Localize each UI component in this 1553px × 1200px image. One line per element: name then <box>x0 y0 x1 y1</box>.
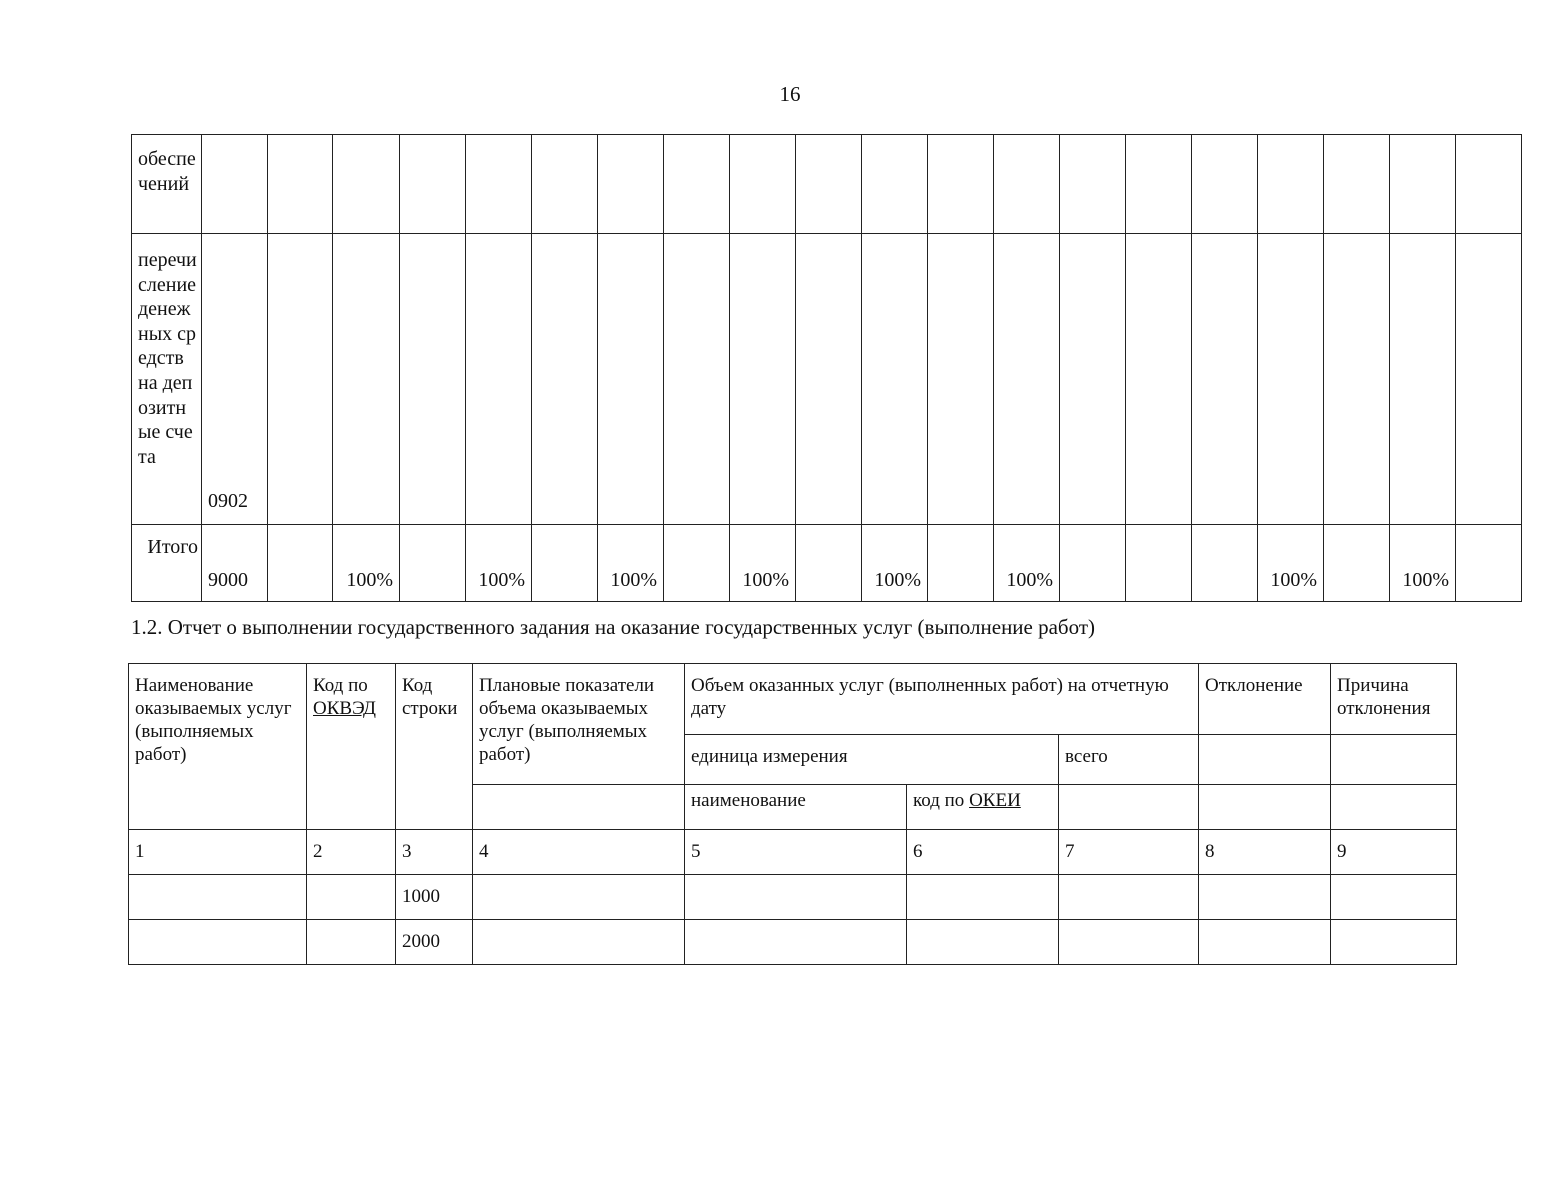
column-number: 5 <box>685 830 907 875</box>
empty-cell <box>796 234 862 525</box>
header-deviation: Отклонение <box>1199 664 1331 735</box>
percent-cell: 100% <box>994 525 1060 602</box>
empty-cell <box>1390 234 1456 525</box>
empty-cell <box>1126 234 1192 525</box>
empty-cell <box>1199 785 1331 830</box>
empty-cell <box>664 234 730 525</box>
percent-cell: 100% <box>1258 525 1324 602</box>
row-label: перечисление денежных средств на депозитные счета <box>132 234 202 525</box>
row-code <box>202 135 268 234</box>
empty-cell <box>1456 525 1522 602</box>
empty-cell <box>400 234 466 525</box>
section-title: 1.2. Отчет о выполнении государственного задания на оказание государственных услуг (выполнение работ) <box>131 615 1096 639</box>
empty-cell <box>473 785 685 830</box>
row-label: обеспечений <box>132 135 202 234</box>
header-reason: Причина отклонения <box>1331 664 1457 735</box>
percent-cell: 100% <box>862 525 928 602</box>
empty-cell <box>268 234 333 525</box>
empty-cell <box>400 135 466 234</box>
service-report-table <box>128 663 1457 965</box>
page-number: 16 <box>779 82 801 106</box>
empty-cell <box>1324 525 1390 602</box>
empty-cell <box>1192 234 1258 525</box>
header-total: всего <box>1059 735 1199 785</box>
empty-cell <box>598 234 664 525</box>
empty-cell <box>400 525 466 602</box>
empty-cell <box>1456 135 1522 234</box>
percent-cell: 100% <box>333 525 400 602</box>
empty-cell <box>1331 735 1457 785</box>
empty-cell <box>1199 875 1331 920</box>
empty-cell <box>1324 234 1390 525</box>
empty-cell <box>862 135 928 234</box>
header-okved-prefix: Код по <box>313 675 368 696</box>
empty-cell <box>907 920 1059 965</box>
empty-cell <box>1060 135 1126 234</box>
empty-cell <box>466 135 532 234</box>
empty-cell <box>1059 875 1199 920</box>
empty-cell <box>1324 135 1390 234</box>
table-row <box>132 525 1522 602</box>
header-planned: Плановые показатели объема оказываемых услуг (выполняемых работ) <box>473 664 685 785</box>
empty-cell <box>1258 135 1324 234</box>
empty-cell <box>664 525 730 602</box>
empty-cell <box>129 920 307 965</box>
header-okei <box>907 785 1059 830</box>
header-unit: единица измерения <box>685 735 1059 785</box>
empty-cell <box>994 234 1060 525</box>
empty-cell <box>664 135 730 234</box>
empty-cell <box>796 525 862 602</box>
empty-cell <box>1059 920 1199 965</box>
empty-cell <box>730 234 796 525</box>
empty-cell <box>1199 735 1331 785</box>
empty-cell <box>1192 525 1258 602</box>
header-row-code: Код строки <box>396 664 473 830</box>
column-number: 9 <box>1331 830 1457 875</box>
empty-cell <box>994 135 1060 234</box>
column-number-row <box>129 830 1457 875</box>
empty-cell <box>1126 525 1192 602</box>
table-row <box>132 135 1522 234</box>
table-row <box>129 920 1457 965</box>
column-number: 3 <box>396 830 473 875</box>
okei-link[interactable]: ОКЕИ <box>969 790 1021 811</box>
header-okei-prefix: код по <box>913 790 965 811</box>
row-code: 0902 <box>202 234 268 525</box>
header-volume: Объем оказанных услуг (выполненных работ) на отчетную дату <box>685 664 1199 735</box>
empty-cell <box>796 135 862 234</box>
empty-cell <box>685 920 907 965</box>
empty-cell <box>473 875 685 920</box>
empty-cell <box>928 135 994 234</box>
row-code: 2000 <box>396 920 473 965</box>
funding-table <box>131 134 1522 602</box>
column-number: 7 <box>1059 830 1199 875</box>
column-number: 4 <box>473 830 685 875</box>
row-code: 1000 <box>396 875 473 920</box>
empty-cell <box>685 875 907 920</box>
empty-cell <box>928 234 994 525</box>
column-number: 1 <box>129 830 307 875</box>
empty-cell <box>268 525 333 602</box>
column-number: 6 <box>907 830 1059 875</box>
header-service-name: Наименование оказываемых услуг (выполняемых работ) <box>129 664 307 830</box>
empty-cell <box>1199 920 1331 965</box>
empty-cell <box>1059 785 1199 830</box>
empty-cell <box>532 135 598 234</box>
empty-cell <box>1060 525 1126 602</box>
empty-cell <box>268 135 333 234</box>
okved-link[interactable]: ОКВЭД <box>313 698 376 719</box>
empty-cell <box>333 234 400 525</box>
empty-cell <box>129 875 307 920</box>
empty-cell <box>1060 234 1126 525</box>
header-unit-name: наименование <box>685 785 907 830</box>
empty-cell <box>1456 234 1522 525</box>
row-label: Итого <box>132 525 202 602</box>
empty-cell <box>333 135 400 234</box>
column-number: 2 <box>307 830 396 875</box>
column-number: 8 <box>1199 830 1331 875</box>
empty-cell <box>307 920 396 965</box>
empty-cell <box>862 234 928 525</box>
empty-cell <box>1258 234 1324 525</box>
empty-cell <box>1331 920 1457 965</box>
header-okved <box>307 664 396 830</box>
empty-cell <box>466 234 532 525</box>
percent-cell: 100% <box>1390 525 1456 602</box>
percent-cell: 100% <box>598 525 664 602</box>
empty-cell <box>1192 135 1258 234</box>
percent-cell: 100% <box>466 525 532 602</box>
empty-cell <box>1331 785 1457 830</box>
empty-cell <box>532 234 598 525</box>
empty-cell <box>532 525 598 602</box>
empty-cell <box>730 135 796 234</box>
row-code: 9000 <box>202 525 268 602</box>
empty-cell <box>1126 135 1192 234</box>
percent-cell: 100% <box>730 525 796 602</box>
empty-cell <box>307 875 396 920</box>
empty-cell <box>928 525 994 602</box>
empty-cell <box>907 875 1059 920</box>
table-row <box>132 234 1522 525</box>
empty-cell <box>598 135 664 234</box>
empty-cell <box>1331 875 1457 920</box>
table-row <box>129 875 1457 920</box>
empty-cell <box>473 920 685 965</box>
empty-cell <box>1390 135 1456 234</box>
